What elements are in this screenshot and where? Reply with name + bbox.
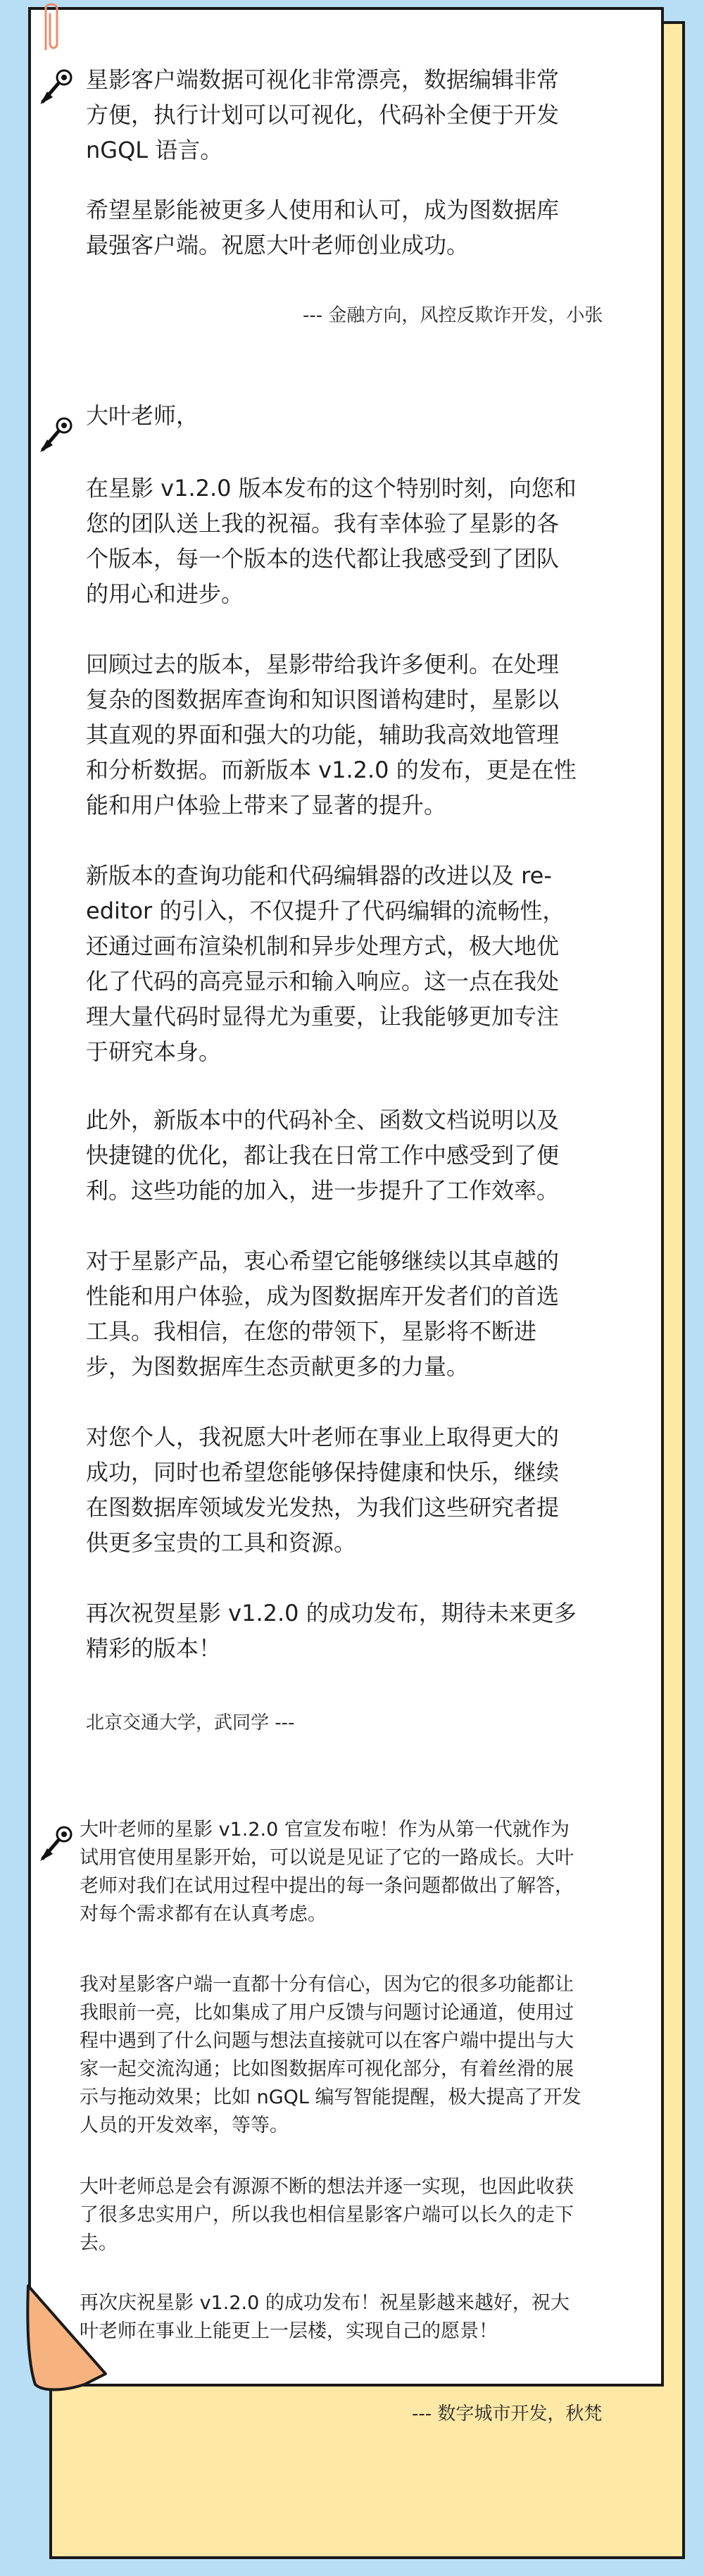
pushpin-icon bbox=[39, 1824, 77, 1862]
letter-paragraph: 对您个人，我祝愿大叶老师在事业上取得更大的 成功，同时也希望您能够保持健康和快乐，继续 在图数据库领域发光发热，为我们这些研究者提 供更多宝贵的工具和资源。 bbox=[86, 1424, 560, 1556]
letter-paragraph: 大叶老师的星影 v1.2.0 官宣发布啦！作为从第一代就作为 试用官使用星影开始，可以说是见证了它的一路成长。大叶 老师对我们在试用过程中提出的每一条问题都做出了解答， 对每个需求都有在认真考虑。 bbox=[80, 1819, 574, 1925]
pushpin-icon bbox=[39, 416, 77, 454]
letter-paragraph: 在星影 v1.2.0 版本发布的这个特别时刻，向您和 您的团队送上我的祝福。我有幸体验了星影的各 个版本，每一个版本的迭代都让我感受到了团队 的用心和进步。 bbox=[86, 475, 577, 607]
letter-paragraph: 我对星影客户端一直都十分有信心，因为它的很多功能都让 我眼前一亮，比如集成了用户反馈与问题讨论通道，使用过 程中遇到了什么问题与想法直接就可以在客户端中提出与大 家一起交流沟通；比如图数据库可视化部分，有着丝滑的展 示与拖动效果；比如 nGQL 编写智能提醒，极大提高了开发 人员的开发效率，等等。 bbox=[80, 1974, 582, 2136]
letter-signature: --- 数字城市开发，秋梵 bbox=[412, 2403, 603, 2425]
letter-paragraph: 回顾过去的版本，星影带给我许多便利。在处理 复杂的图数据库查询和知识图谱构建时，星影以 其直观的界面和强大的功能，辅助我高效地管理 和分析数据。而新版本 v1.2.0 的发布，更是在性 能和用户体验上带来了显著的提升。 bbox=[86, 651, 577, 819]
letter-paragraph: 星影客户端数据可视化非常漂亮，数据编辑非常 方便，执行计划可以可视化，代码补全便于开发 nGQL 语言。 bbox=[86, 66, 560, 163]
letter-signature: 北京交通大学，武同学 --- bbox=[86, 1712, 295, 1734]
letter-paragraph: 此外，新版本中的代码补全、函数文档说明以及 快捷键的优化，都让我在日常工作中感受到了便 利。这些功能的加入，进一步提升了工作效率。 bbox=[86, 1107, 560, 1204]
letter-paragraph: 再次祝贺星影 v1.2.0 的成功发布，期待未来更多 精彩的版本！ bbox=[86, 1600, 577, 1662]
letter-signature: --- 金融方向，风控反欺诈开发，小张 bbox=[303, 305, 603, 326]
letter-paragraph: 再次庆祝星影 v1.2.0 的成功发布！祝星影越来越好，祝大 叶老师在事业上能更上一层楼，实现自己的愿景！ bbox=[80, 2292, 570, 2342]
letter-paragraph: 大叶老师总是会有源源不断的想法并逐一实现，也因此收获 了很多忠实用户，所以我也相信星影客户端可以长久的走下 去。 bbox=[80, 2176, 574, 2254]
letter-paragraph: 希望星影能被更多人使用和认可，成为图数据库 最强客户端。祝愿大叶老师创业成功。 bbox=[86, 197, 560, 259]
letter-greeting: 大叶老师， bbox=[86, 402, 199, 429]
letter-paragraph: 新版本的查询功能和代码编辑器的改进以及 re- editor 的引入，不仅提升了代码编辑的流畅性， 还通过画布渲染机制和异步处理方式，极大地优 化了代码的高亮显示和输入响应。这一点在我处 理大量代码时显得尤为重要，让我能够更加专注 于研究本身。 bbox=[86, 862, 565, 1065]
paperclip-icon bbox=[39, 0, 63, 55]
letter-paragraph: 对于星影产品，衷心希望它能够继续以其卓越的 性能和用户体验，成为图数据库开发者们的首选 工具。我相信，在您的带领下，星影将不断进 步，为图数据库生态贡献更多的力量。 bbox=[86, 1247, 560, 1380]
pushpin-icon bbox=[39, 68, 77, 106]
